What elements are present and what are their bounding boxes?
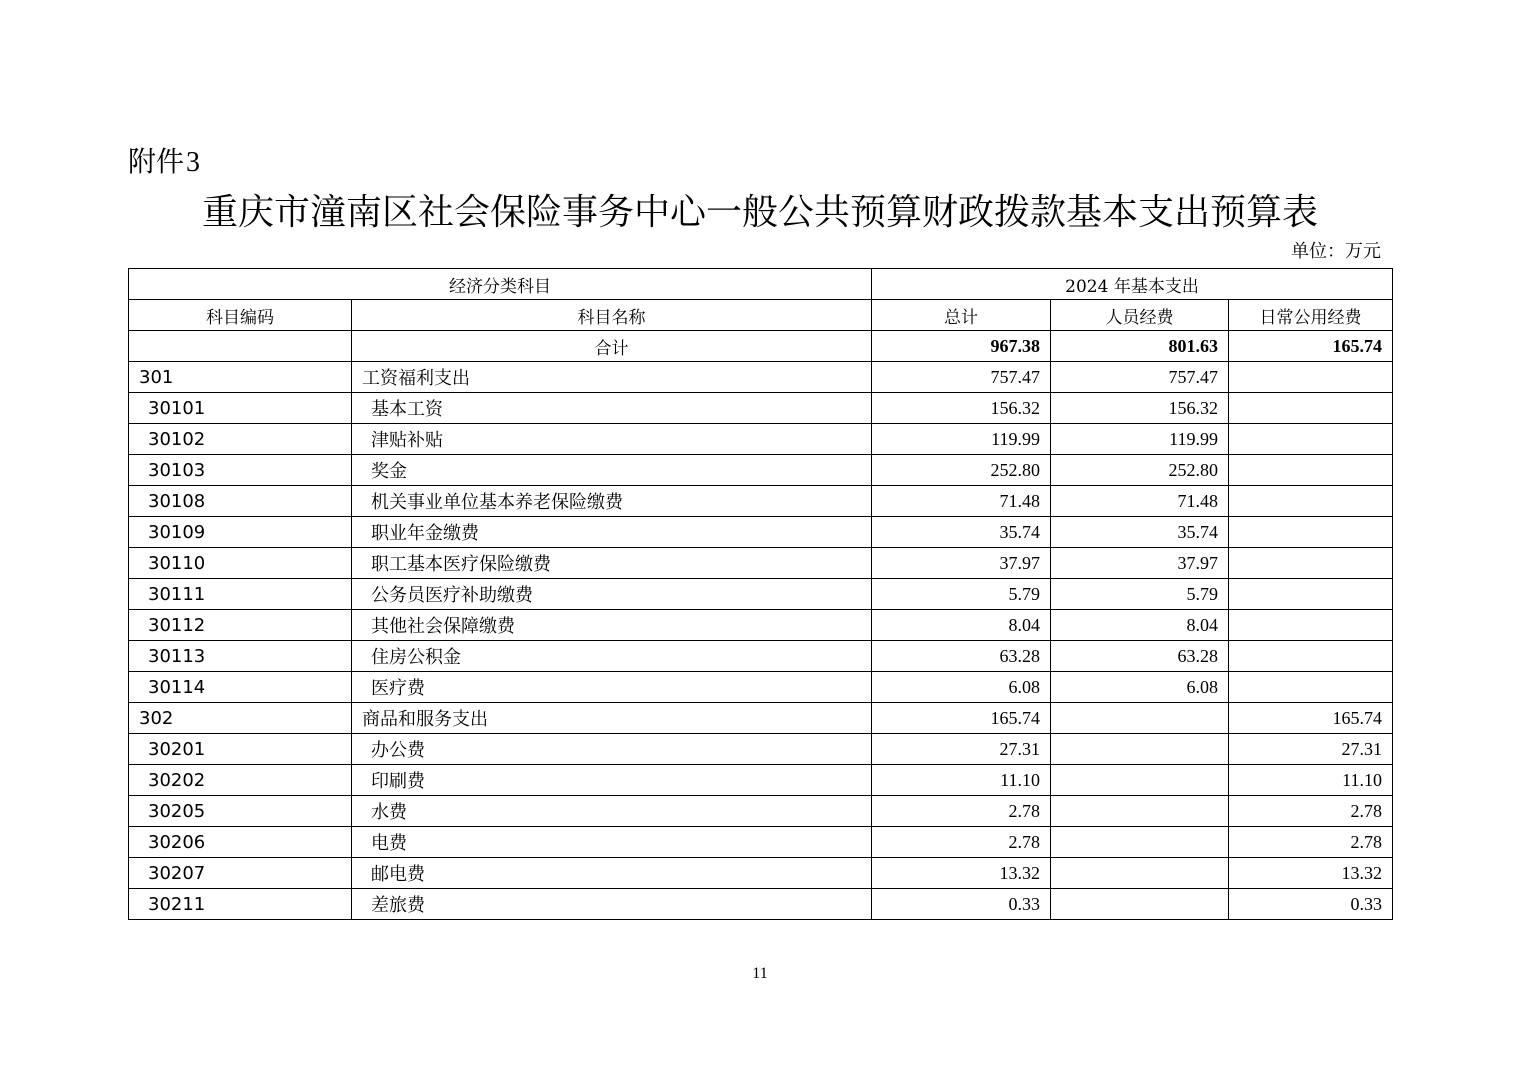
row-public (1229, 486, 1393, 517)
attachment-text: 附件 (128, 145, 185, 178)
row-name: 电费 (352, 827, 872, 858)
row-code: 30102 (129, 424, 352, 455)
row-personnel (1051, 796, 1229, 827)
row-code: 302 (129, 703, 352, 734)
total-row-label: 合计 (352, 331, 872, 362)
row-total: 37.97 (872, 548, 1051, 579)
row-total: 2.78 (872, 827, 1051, 858)
row-public (1229, 579, 1393, 610)
row-name: 工资福利支出 (352, 362, 872, 393)
row-name: 印刷费 (352, 765, 872, 796)
col-header-public: 日常公用经费 (1229, 300, 1393, 331)
row-public: 13.32 (1229, 858, 1393, 889)
row-personnel: 63.28 (1051, 641, 1229, 672)
col-header-name: 科目名称 (352, 300, 872, 331)
row-code: 30111 (129, 579, 352, 610)
row-name: 津贴补贴 (352, 424, 872, 455)
row-total: 71.48 (872, 486, 1051, 517)
table-row (129, 424, 1393, 455)
row-total: 165.74 (872, 703, 1051, 734)
row-total: 156.32 (872, 393, 1051, 424)
table-row (129, 517, 1393, 548)
row-total: 119.99 (872, 424, 1051, 455)
row-personnel: 119.99 (1051, 424, 1229, 455)
total-row-public: 165.74 (1229, 331, 1393, 362)
total-row-code (129, 331, 352, 362)
row-total: 2.78 (872, 796, 1051, 827)
col-header-personnel: 人员经费 (1051, 300, 1229, 331)
row-public (1229, 641, 1393, 672)
budget-table (128, 268, 1393, 920)
table-row (129, 548, 1393, 579)
row-code: 30101 (129, 393, 352, 424)
row-public (1229, 610, 1393, 641)
row-total: 35.74 (872, 517, 1051, 548)
row-personnel: 252.80 (1051, 455, 1229, 486)
row-public (1229, 672, 1393, 703)
group-header-basic-expenditure: 2024 年基本支出 (872, 269, 1393, 300)
total-row (129, 331, 1393, 362)
page-number: 11 (752, 965, 768, 982)
attachment-label (128, 142, 200, 183)
row-name: 住房公积金 (352, 641, 872, 672)
row-public (1229, 362, 1393, 393)
row-name: 职工基本医疗保险缴费 (352, 548, 872, 579)
row-code: 30108 (129, 486, 352, 517)
table-row (129, 610, 1393, 641)
row-name: 邮电费 (352, 858, 872, 889)
row-total: 11.10 (872, 765, 1051, 796)
row-personnel (1051, 734, 1229, 765)
row-total: 13.32 (872, 858, 1051, 889)
row-total: 8.04 (872, 610, 1051, 641)
row-code: 30113 (129, 641, 352, 672)
row-code: 301 (129, 362, 352, 393)
total-row-total: 967.38 (872, 331, 1051, 362)
row-name: 其他社会保障缴费 (352, 610, 872, 641)
row-code: 30112 (129, 610, 352, 641)
row-total: 0.33 (872, 889, 1051, 920)
table-row (129, 734, 1393, 765)
row-public: 165.74 (1229, 703, 1393, 734)
page-title: 重庆市潼南区社会保险事务中心一般公共预算财政拨款基本支出预算表 (201, 192, 1318, 233)
row-personnel: 5.79 (1051, 579, 1229, 610)
table-row (129, 393, 1393, 424)
table-row (129, 858, 1393, 889)
row-name: 商品和服务支出 (352, 703, 872, 734)
row-public: 2.78 (1229, 827, 1393, 858)
row-code: 30211 (129, 889, 352, 920)
row-code: 30109 (129, 517, 352, 548)
row-code: 30201 (129, 734, 352, 765)
row-code: 30207 (129, 858, 352, 889)
row-public (1229, 548, 1393, 579)
row-name: 水费 (352, 796, 872, 827)
table-row (129, 362, 1393, 393)
table-row (129, 765, 1393, 796)
row-personnel: 35.74 (1051, 517, 1229, 548)
row-code: 30205 (129, 796, 352, 827)
row-personnel: 37.97 (1051, 548, 1229, 579)
table-row (129, 455, 1393, 486)
row-total: 757.47 (872, 362, 1051, 393)
table-row (129, 641, 1393, 672)
row-name: 差旅费 (352, 889, 872, 920)
table-row (129, 796, 1393, 827)
row-name: 办公费 (352, 734, 872, 765)
total-row-personnel: 801.63 (1051, 331, 1229, 362)
row-public (1229, 517, 1393, 548)
row-personnel (1051, 703, 1229, 734)
table-row (129, 579, 1393, 610)
row-public: 27.31 (1229, 734, 1393, 765)
row-total: 5.79 (872, 579, 1051, 610)
row-public: 0.33 (1229, 889, 1393, 920)
row-name: 基本工资 (352, 393, 872, 424)
row-personnel: 8.04 (1051, 610, 1229, 641)
row-personnel (1051, 858, 1229, 889)
row-name: 医疗费 (352, 672, 872, 703)
table-row (129, 703, 1393, 734)
row-total: 252.80 (872, 455, 1051, 486)
table-row (129, 672, 1393, 703)
row-name: 公务员医疗补助缴费 (352, 579, 872, 610)
col-header-total: 总计 (872, 300, 1051, 331)
row-personnel: 71.48 (1051, 486, 1229, 517)
row-code: 30202 (129, 765, 352, 796)
row-code: 30114 (129, 672, 352, 703)
row-public: 11.10 (1229, 765, 1393, 796)
row-public (1229, 455, 1393, 486)
row-total: 6.08 (872, 672, 1051, 703)
attachment-number: 3 (186, 147, 201, 178)
group-header-row (129, 269, 1393, 300)
column-header-row (129, 300, 1393, 331)
table-row (129, 486, 1393, 517)
row-name: 奖金 (352, 455, 872, 486)
row-code: 30110 (129, 548, 352, 579)
row-name: 职业年金缴费 (352, 517, 872, 548)
table-row (129, 827, 1393, 858)
row-personnel: 757.47 (1051, 362, 1229, 393)
unit-label: 单位：万元 (1291, 241, 1381, 262)
row-public: 2.78 (1229, 796, 1393, 827)
table-row (129, 889, 1393, 920)
row-total: 27.31 (872, 734, 1051, 765)
row-code: 30206 (129, 827, 352, 858)
row-total: 63.28 (872, 641, 1051, 672)
row-public (1229, 393, 1393, 424)
row-code: 30103 (129, 455, 352, 486)
col-header-code: 科目编码 (129, 300, 352, 331)
row-name: 机关事业单位基本养老保险缴费 (352, 486, 872, 517)
row-public (1229, 424, 1393, 455)
row-personnel: 156.32 (1051, 393, 1229, 424)
group-header-classification: 经济分类科目 (129, 269, 872, 300)
row-personnel (1051, 765, 1229, 796)
row-personnel (1051, 827, 1229, 858)
row-personnel (1051, 889, 1229, 920)
row-personnel: 6.08 (1051, 672, 1229, 703)
